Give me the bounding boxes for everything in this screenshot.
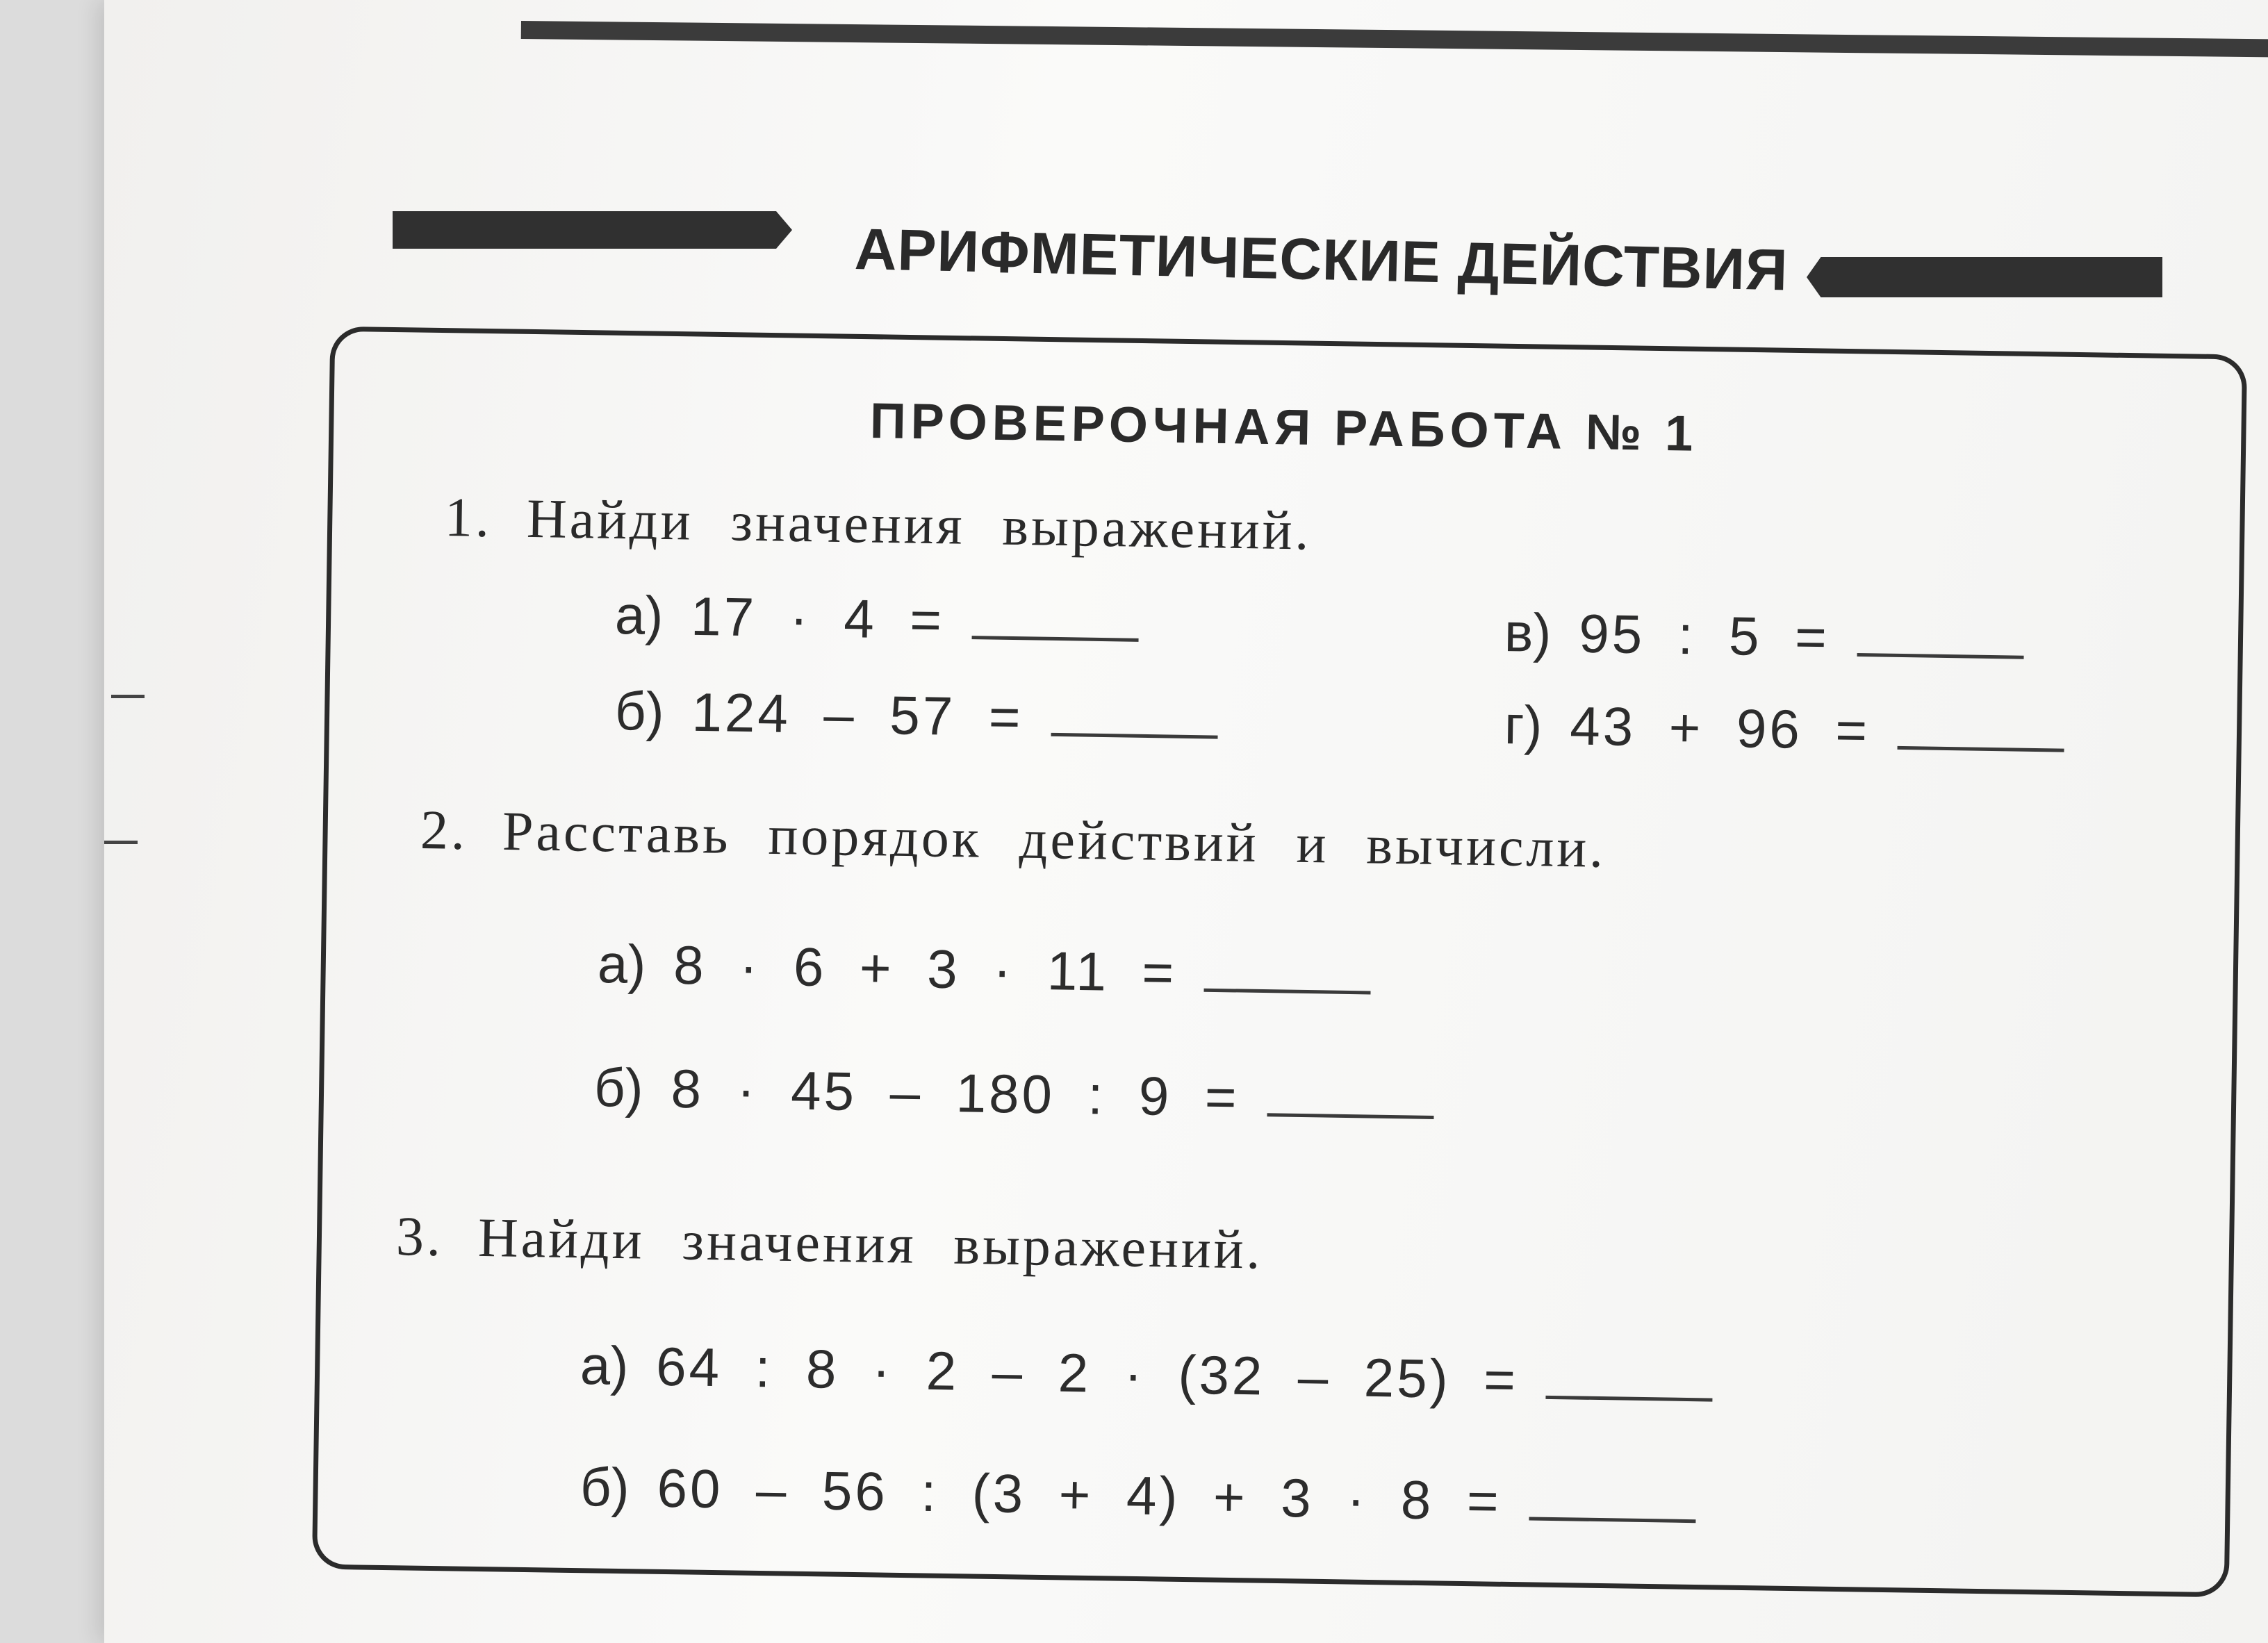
task-text: Найди значения выражений. [477,1207,1264,1281]
expression-item [614,679,1218,752]
answer-blank [1204,989,1371,995]
expression-text: 43 + 96 = [1569,695,1871,761]
task-number: 2. [420,800,468,862]
margin-mark [111,695,145,698]
work-title: ПРОВЕРОЧНАЯ РАБОТА № 1 [869,393,1698,462]
expression-item [1504,601,2024,672]
header-band-left [393,211,792,249]
task-number: 1. [444,487,493,550]
expression-text: 8 · 6 + 3 · 11 = [673,934,1177,1004]
margin-mark [104,841,138,844]
expression-text: 124 – 57 = [691,681,1024,748]
expression-item [597,932,1372,1007]
item-label: а) [614,584,664,647]
expression-text: 8 · 45 – 180 : 9 = [670,1057,1240,1128]
answer-blank [1898,746,2064,752]
task-text: Расставь порядок действий и вычисли. [502,800,1606,880]
item-label: а) [597,933,647,996]
page-edge-line [521,21,2268,58]
answer-blank [1051,733,1217,739]
header-band-right [1807,257,2162,297]
item-label: в) [1504,602,1552,664]
item-label: б) [580,1456,630,1519]
section-title: АРИФМЕТИЧЕСКИЕ ДЕЙСТВИЯ [853,216,1789,303]
answer-blank [972,636,1139,642]
item-label: б) [614,680,665,743]
task-number: 3. [395,1206,444,1269]
expression-item [1504,693,2064,766]
item-label: б) [593,1057,644,1119]
answer-blank [1545,1396,1712,1402]
item-label: а) [580,1335,630,1397]
expression-item [593,1056,1434,1132]
answer-blank [1529,1517,1695,1523]
answer-blank [1267,1113,1433,1119]
expression-item [614,584,1139,655]
expression-text: 17 · 4 = [690,585,945,651]
item-label: г) [1504,694,1543,756]
expression-text: 95 : 5 = [1578,602,1830,668]
expression-text: 64 : 8 · 2 – 2 · (32 – 25) = [655,1335,1519,1411]
answer-blank [1857,653,2023,659]
task-text: Найди значения выражений. [526,488,1313,562]
expression-text: 60 – 56 : (3 + 4) + 3 · 8 = [656,1457,1502,1532]
